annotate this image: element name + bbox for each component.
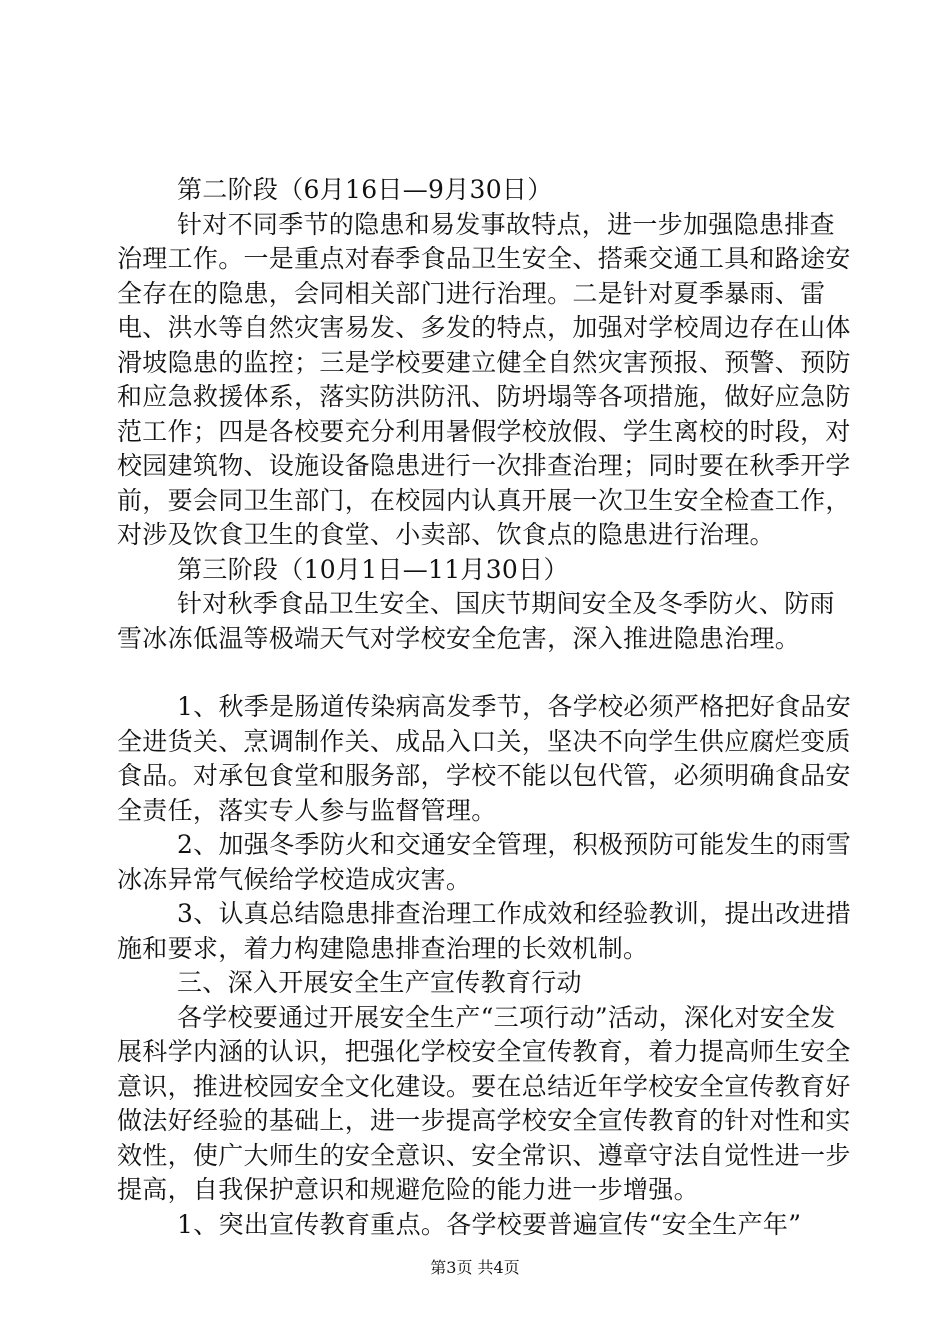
- section-three-heading: 三、深入开展安全生产宣传教育行动: [177, 968, 582, 997]
- page-footer: 第3页 共4页: [430, 1258, 520, 1277]
- paragraph-gap: [117, 656, 857, 690]
- stage-three-paragraph: 针对秋季食品卫生安全、国庆节期间安全及冬季防火、防雨雪冰冻低温等极端天气对学校安全危害，深入推进隐患治理。: [117, 589, 835, 653]
- list-item-3: 3、认真总结隐患排查治理工作成效和经验教训，提出改进措施和要求，着力构建隐患排查治理的长效机制。: [117, 899, 852, 963]
- stage-two-paragraph: 针对不同季节的隐患和易发事故特点，进一步加强隐患排查治理工作。一是重点对春季食品卫生安全、搭乘交通工具和路途安全存在的隐患，会同相关部门进行治理。二是针对夏季暴雨、雷电、洪水等自然灾害易发、多发的特点，加强对学校周边存在山体滑坡隐患的监控；三是学校要建立健全自然灾害预报、预警、预防和应急救援体系，落实防洪防汛、防坍塌等各项措施，做好应急防范工作；四是各校要充分利用暑假学校放假、学生离校的时段，对校园建筑物、设施设备隐患进行一次排查治理；同时要在秋季开学前，要会同卫生部门，在校园内认真开展一次卫生安全检查工作，对涉及饮食卫生的食堂、小卖部、饮食点的隐患进行治理。: [117, 209, 851, 549]
- section-three-item-1: 1、突出宣传教育重点。各学校要普遍宣传“安全生产年”: [177, 1209, 802, 1239]
- list-item-1: 1、秋季是肠道传染病高发季节，各学校必须严格把好食品安全进货关、烹调制作关、成品入口关，坚决不向学生供应腐烂变质食品。对承包食堂和服务部，学校不能以包代管，必须明确食品安全责任，落实专人参与监督管理。: [117, 692, 852, 825]
- document-body: [117, 173, 857, 1242]
- stage-three-heading: 第三阶段（10月1日—11月30日）: [177, 554, 569, 584]
- section-three-paragraph: 各学校要通过开展安全生产“三项行动”活动，深化对安全发展科学内涵的认识，把强化学校安全宣传教育，着力提高师生安全意识，推进校园安全文化建设。要在总结近年学校安全宣传教育好做法好经验的基础上，进一步提高学校安全宣传教育的针对性和实效性，使广大师生的安全意识、安全常识、遵章守法自觉性进一步提高，自我保护意识和规避危险的能力进一步增强。: [117, 1002, 851, 1204]
- list-item-2: 2、加强冬季防火和交通安全管理，积极预防可能发生的雨雪冰冻异常气候给学校造成灾害。: [117, 830, 852, 894]
- stage-two-heading: 第二阶段（6月16日—9月30日）: [177, 175, 553, 204]
